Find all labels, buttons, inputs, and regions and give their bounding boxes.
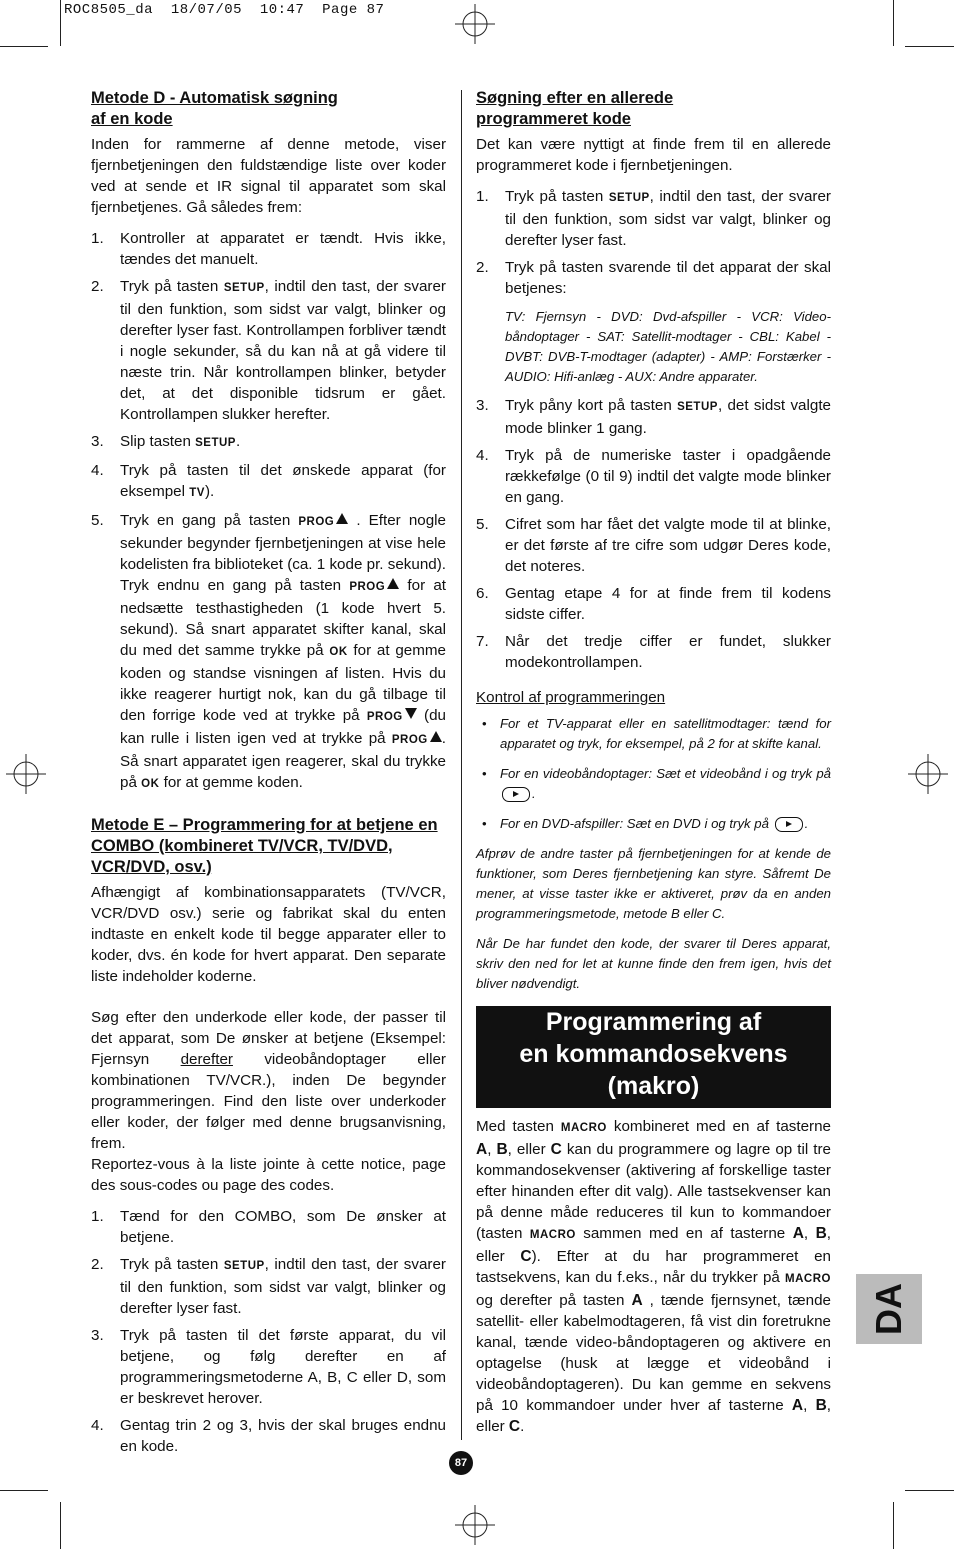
crop-mark	[905, 46, 954, 47]
list-item: 6. Gentag etape 4 for at finde frem til kodens sidste ciffer.	[476, 585, 831, 623]
list-item: 3. Slip tasten SETUP.	[91, 433, 241, 450]
method-d-heading: Metode D - Automatisk søgning af en kode	[91, 89, 338, 128]
crop-mark	[893, 0, 894, 46]
prog-key-label: PROG	[366, 711, 403, 723]
check-paragraph: Afprøv de andre taster på fjernbetjeningen for at kende de funktioner, som Deres fjernbetjening kan styre. Såfremt De mener, at visse taster ikke er aktiveret, prøv da en anden programmeringsmetode, metode B eller C.	[476, 846, 831, 921]
search-steps-cont	[476, 395, 831, 673]
registration-mark-icon	[6, 754, 46, 794]
list-item: 2. Tryk på tasten SETUP, indtil den tast, der svarer til den funktion, som sidst var valgt, blinker og derefter lyser fast. Kontrollampen forbliver tændt i nogle sekunder, så du kan nå at gå videre til næste trin. Når kontrollampen blinker, betyder det, at det disponible tidsrum er gået. Kontrollampen slukker herefter.	[91, 278, 446, 423]
list-item: • For en DVD-afspiller: Sæt en DVD i og tryk på .	[482, 816, 809, 831]
method-d-intro: Inden for rammerne af denne metode, viser fjernbetjeningen den fuldstændige liste over koder ved at sende et IR signal til apparatet som skal fjernbetjenes. Gå således frem:	[91, 136, 446, 216]
registration-mark-icon	[455, 1505, 495, 1545]
tv-key-label: TV	[189, 487, 205, 499]
prog-key-label: PROG	[349, 581, 386, 593]
setup-key-label: SETUP	[223, 282, 265, 294]
right-column	[476, 88, 831, 1447]
list-item: 1. Tænd for den COMBO, som De ønsker at betjene.	[91, 1208, 446, 1246]
page-number: 87	[449, 1451, 473, 1475]
list-item: 2. Tryk på tasten svarende til det apparat der skal betjenes:	[476, 259, 831, 297]
crop-mark	[0, 1490, 48, 1491]
crop-mark	[60, 1502, 61, 1549]
ok-key-label: OK	[329, 646, 348, 658]
language-tab: DA	[856, 1274, 922, 1344]
method-d-steps	[91, 228, 446, 795]
list-item: 5. Tryk en gang på tasten PROG . Efter nogle sekunder begynder fjernbetjeningen at vise hele kodelisten fra biblioteket (ca. 1 kode pr. sekund). Tryk endnu en gang på tasten PROG for at nedsætte testhastigheden (1 kode hvert 5. sekund). Så snart apparatet skifter kanal, skal du med det samme trykke på OK for at gemme koden og standse visningen af listen. Hvis du ikke reagerer hurtigt nok, kan du gå tilbage til den forrige kode ved at trykke på PROG (du kan rulle i listen igen ved at trykke på PROG . Så snart apparatet igen reagerer, skal du trykke på OK for at gemme koden.	[91, 512, 446, 791]
registration-mark-icon	[908, 754, 948, 794]
registration-mark-icon	[455, 4, 495, 44]
method-e-heading: Metode E – Programmering for at betjene en COMBO (kombineret TV/VCR, TV/DVD, VCR/DVD, osv.)	[91, 816, 438, 876]
list-item: • For en videobåndoptager: Sæt et videobånd i og tryk på .	[482, 766, 831, 801]
crop-mark	[0, 46, 48, 47]
list-item: 7. Når det tredje ciffer er fundet, slukker modekontrollampen.	[476, 633, 831, 671]
search-intro: Det kan være nyttigt at finde frem til en allerede programmeret kode i fjernbetjeningen.	[476, 136, 831, 174]
setup-key-label: SETUP	[677, 401, 718, 413]
method-e-steps	[91, 1206, 446, 1457]
list-item: 2. Tryk på tasten SETUP, indtil den tast, der svarer til den funktion, som sidst var valgt, blinker og derefter lyser fast.	[91, 1256, 446, 1317]
setup-key-label: SETUP	[195, 437, 236, 449]
macro-key-label: MACRO	[785, 1273, 831, 1285]
method-e-paragraph: Afhængigt af kombinationsapparatets (TV/VCR, VCR/DVD osv.) serie og fabrikat skal du enten indtaste en enkelt kode til begge apparater eller to koder, dvs. én kode for hvert apparat. Den separate liste indeholder koderne.	[91, 884, 446, 985]
triangle-down-icon	[405, 708, 417, 719]
device-legend: TV: Fjernsyn - DVD: Dvd-afspiller - VCR: Video-båndoptager - SAT: Satellit-modtager - CBL: Kabel - DVBT: DVB-T-modtager (adapter) - AMP: Forstærker - AUDIO: Hifi-anlæg - AUX: Andre apparater.	[505, 309, 831, 384]
list-item: 4. Gentag trin 2 og 3, hvis der skal bruges endnu en kode.	[91, 1417, 446, 1455]
check-paragraph: Når De har fundet den kode, der svarer til Deres apparat, skriv den ned for let at kunne finde den frem igen, hvis det bliver nødvendigt.	[476, 936, 831, 991]
setup-key-label: SETUP	[223, 1260, 265, 1272]
play-button-icon	[502, 787, 530, 802]
prog-key-label: PROG	[298, 516, 335, 528]
left-column	[91, 88, 446, 1467]
macro-key-label: MACRO	[560, 1122, 607, 1134]
check-bullets	[476, 714, 831, 834]
list-item: • For et TV-apparat eller en satellitmodtager: tænd for apparatet og tryk, for eksempel, på 2 for at skifte kanal.	[482, 716, 831, 751]
list-item: 3. Tryk påny kort på tasten SETUP, det sidst valgte mode blinker 1 gang.	[476, 397, 831, 437]
ok-key-label: OK	[141, 778, 160, 790]
list-item: 5. Cifret som har fået det valgte mode til at blinke, er det første af tre cifre som udgør Deres kode, det noteres.	[476, 516, 831, 575]
search-steps	[476, 186, 831, 299]
search-heading: Søgning efter en allerede programmeret kode	[476, 89, 674, 128]
prog-key-label: PROG	[391, 734, 428, 746]
list-item: 1. Kontroller at apparatet er tændt. Hvis ikke, tændes det manuelt.	[91, 230, 446, 268]
macro-key-label: MACRO	[529, 1229, 576, 1241]
triangle-up-icon	[336, 513, 348, 524]
macro-banner: Programmering af en kommandosekvens (makro)	[476, 1006, 831, 1108]
triangle-up-icon	[430, 731, 442, 742]
setup-key-label: SETUP	[608, 192, 650, 204]
check-heading: Kontrol af programmeringen	[476, 689, 666, 706]
crop-mark	[60, 0, 61, 46]
list-item: 3. Tryk på tasten til det første apparat, du vil betjene, og følg derefter en af programmeringsmetoderne A, B, C eller D, som er beskrevet herover.	[91, 1327, 446, 1407]
method-e-paragraph: Søg efter den underkode eller kode, der passer til det apparat, som De ønsker at betjene (Eksempel: Fjernsyn derefter videobåndoptager eller kombinationen TV/VCR.), inden De begynder programmeringen. Find den liste over underkoder eller koder, der følger med denne brugsanvisning, frem.	[91, 1009, 446, 1152]
column-divider	[461, 90, 462, 1440]
list-item: 4. Tryk på de numeriske taster i opadgående rækkefølge (0 til 9) indtil det valgte mode blinker en gang.	[476, 447, 831, 506]
crop-mark	[905, 1490, 954, 1491]
play-button-icon	[775, 817, 803, 832]
crop-mark	[893, 1502, 894, 1549]
list-item: 1. Tryk på tasten SETUP, indtil den tast, der svarer til den funktion, som sidst var valgt, blinker og derefter lyser fast.	[476, 188, 831, 249]
macro-paragraph: Med tasten MACRO kombineret med en af tasterne A, B, eller C kan du programmere og lagre op til tre kommandosekvenser (aktivering af forskellige taster efter hinanden efter dit valg). Alle tastsekvenser kan på denne måde reduceres til kun to kommandoer (tasten MACRO sammen med en af tasterne A, B, eller C). Efter at du har programmeret en tastsekvens, kan du f.eks., når du trykker på MACRO og derefter på tasten A , tænde fjernsynet, tænde satellit- eller kabelmodtageren, få vist din foretrukne kanal, tænde video-båndoptageren og aktivere en optagelse (husk at lægge et videobånd i videobåndoptageren). Du kan gemme en sekvens på 10 kommandoer under hver af tasterne A, B, eller C.	[476, 1118, 832, 1435]
triangle-up-icon	[387, 578, 399, 589]
method-e-paragraph: Reportez-vous à la liste jointe à cette notice, page des sous-codes ou page des codes.	[91, 1156, 446, 1194]
print-header: ROC8505_da 18/07/05 10:47 Page 87	[64, 2, 385, 18]
list-item: 4. Tryk på tasten til det ønskede apparat (for eksempel TV).	[91, 462, 446, 500]
